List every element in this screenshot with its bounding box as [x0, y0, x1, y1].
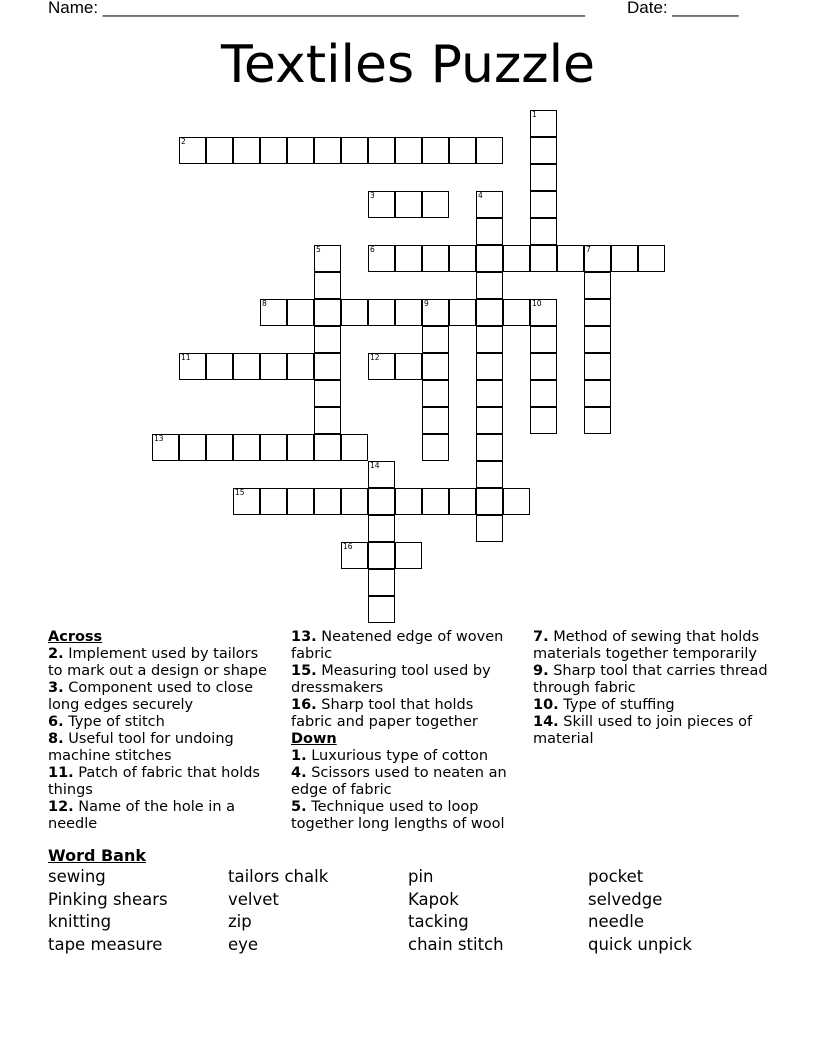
clue-number: 8 — [262, 299, 267, 308]
grid-cell[interactable] — [395, 137, 422, 164]
grid-cell[interactable] — [314, 326, 341, 353]
grid-cell[interactable] — [368, 299, 395, 326]
word-bank-item: knitting — [48, 912, 112, 932]
grid-cell[interactable] — [206, 434, 233, 461]
grid-cell[interactable] — [368, 353, 395, 380]
word-bank-item: velvet — [228, 889, 279, 909]
clue-number: 12 — [370, 353, 380, 362]
clue-down-14: 14. Skill used to join pieces of material — [533, 714, 753, 748]
grid-cell[interactable] — [530, 245, 557, 272]
grid-cell[interactable] — [314, 488, 341, 515]
grid-cell[interactable] — [287, 299, 314, 326]
grid-cell[interactable] — [179, 137, 206, 164]
grid-cell[interactable] — [341, 434, 368, 461]
grid-cell[interactable] — [530, 299, 557, 326]
grid-cell[interactable] — [422, 137, 449, 164]
grid-cell[interactable] — [449, 299, 476, 326]
grid-cell[interactable] — [314, 434, 341, 461]
clue-number: 7 — [586, 245, 591, 254]
grid-cell[interactable] — [341, 137, 368, 164]
grid-cell[interactable] — [314, 380, 341, 407]
word-bank-item: quick unpick — [588, 934, 692, 954]
grid-cell[interactable] — [476, 515, 503, 542]
grid-cell[interactable] — [503, 245, 530, 272]
grid-cell[interactable] — [260, 488, 287, 515]
grid-cell[interactable] — [260, 434, 287, 461]
clue-across-12: 12. Name of the hole in a needle — [48, 799, 236, 833]
grid-cell[interactable] — [584, 245, 611, 272]
word-bank-item: Kapok — [408, 889, 459, 909]
grid-cell[interactable] — [476, 191, 503, 218]
clue-number: 14 — [370, 461, 380, 470]
clue-number: 3 — [370, 191, 375, 200]
clue-down-10: 10. Type of stuffing — [533, 697, 675, 714]
grid-cell[interactable] — [449, 488, 476, 515]
grid-cell[interactable] — [368, 515, 395, 542]
grid-cell[interactable] — [368, 596, 395, 623]
grid-cell[interactable] — [179, 353, 206, 380]
grid-cell[interactable] — [449, 137, 476, 164]
grid-cell[interactable] — [287, 353, 314, 380]
grid-cell[interactable] — [503, 299, 530, 326]
grid-cell[interactable] — [476, 299, 503, 326]
grid-cell[interactable] — [422, 299, 449, 326]
grid-cell[interactable] — [530, 110, 557, 137]
grid-cell[interactable] — [584, 272, 611, 299]
grid-cell[interactable] — [422, 191, 449, 218]
grid-cell[interactable] — [368, 569, 395, 596]
grid-cell[interactable] — [584, 353, 611, 380]
grid-cell[interactable] — [368, 191, 395, 218]
grid-cell[interactable] — [476, 137, 503, 164]
word-bank-item: tape measure — [48, 934, 163, 954]
grid-cell[interactable] — [395, 191, 422, 218]
grid-cell[interactable] — [314, 272, 341, 299]
grid-cell[interactable] — [476, 218, 503, 245]
grid-cell[interactable] — [422, 407, 449, 434]
grid-cell[interactable] — [476, 407, 503, 434]
grid-cell[interactable] — [503, 488, 530, 515]
grid-cell[interactable] — [530, 191, 557, 218]
grid-cell[interactable] — [422, 245, 449, 272]
clue-across-3: 3. Component used to close long edges securely — [48, 679, 254, 713]
grid-cell[interactable] — [584, 407, 611, 434]
puzzle-title: Textiles Puzzle — [220, 35, 596, 95]
grid-cell[interactable] — [341, 299, 368, 326]
clue-number: 6 — [370, 245, 375, 254]
grid-cell[interactable] — [476, 272, 503, 299]
clue-number: 11 — [181, 353, 191, 362]
grid-cell[interactable] — [395, 245, 422, 272]
grid-cell[interactable] — [530, 218, 557, 245]
grid-cell[interactable] — [449, 245, 476, 272]
grid-cell[interactable] — [287, 434, 314, 461]
grid-cell[interactable] — [422, 380, 449, 407]
clues-column-2 — [291, 629, 519, 834]
grid-cell[interactable] — [422, 434, 449, 461]
clue-down-9: 9. Sharp tool that carries thread through fabric — [533, 663, 768, 696]
grid-cell[interactable] — [557, 245, 584, 272]
grid-cell[interactable] — [206, 353, 233, 380]
grid-cell[interactable] — [476, 380, 503, 407]
grid-cell[interactable] — [314, 299, 341, 326]
word-bank-item: selvedge — [588, 889, 663, 909]
grid-cell[interactable] — [584, 380, 611, 407]
grid-cell[interactable] — [395, 488, 422, 515]
word-bank-item: sewing — [48, 867, 106, 886]
grid-cell[interactable] — [530, 164, 557, 191]
grid-cell[interactable] — [530, 137, 557, 164]
grid-cell[interactable] — [422, 488, 449, 515]
clue-number: 16 — [343, 542, 353, 551]
grid-cell[interactable] — [422, 353, 449, 380]
word-bank-item: zip — [228, 912, 252, 932]
word-bank-item: chain stitch — [408, 934, 504, 954]
clue-across-11: 11. Patch of fabric that holds things — [48, 765, 260, 799]
grid-cell[interactable] — [368, 461, 395, 488]
grid-cell[interactable] — [314, 407, 341, 434]
grid-cell[interactable] — [476, 353, 503, 380]
grid-cell[interactable] — [584, 326, 611, 353]
word-bank-item: Pinking shears — [48, 889, 168, 909]
word-bank-item: needle — [588, 912, 644, 932]
grid-cell[interactable] — [260, 137, 287, 164]
grid-cell[interactable] — [233, 434, 260, 461]
grid-cell[interactable] — [368, 245, 395, 272]
clue-number: 9 — [424, 299, 429, 308]
grid-cell[interactable] — [314, 353, 341, 380]
grid-cell[interactable] — [476, 434, 503, 461]
word-bank-item: pin — [408, 867, 434, 886]
clue-across-13: 13. Neatened edge of woven fabric — [291, 629, 504, 662]
clue-across-6: 6. Type of stitch — [48, 713, 165, 730]
grid-cell[interactable] — [476, 326, 503, 353]
word-bank-item: tailors chalk — [228, 867, 329, 886]
down-heading: Down — [291, 731, 337, 748]
clue-number: 13 — [154, 434, 164, 443]
grid-cell[interactable] — [233, 353, 260, 380]
clues-column-1 — [48, 629, 276, 834]
grid-cell[interactable] — [206, 137, 233, 164]
date-field-label: Date: _______ — [627, 0, 739, 17]
grid-cell[interactable] — [233, 137, 260, 164]
grid-cell[interactable] — [341, 542, 368, 569]
grid-cell[interactable] — [287, 488, 314, 515]
grid-cell[interactable] — [395, 542, 422, 569]
grid-cell[interactable] — [260, 299, 287, 326]
word-bank-heading: Word Bank — [48, 846, 147, 865]
grid-cell[interactable] — [395, 353, 422, 380]
clue-across-2: 2. Implement used by tailors to mark out a design or shape — [48, 645, 267, 679]
clue-number: 1 — [532, 110, 537, 119]
grid-cell[interactable] — [260, 353, 287, 380]
grid-cell[interactable] — [368, 488, 395, 515]
grid-cell[interactable] — [179, 434, 206, 461]
grid-cell[interactable] — [476, 488, 503, 515]
grid-cell[interactable] — [584, 299, 611, 326]
grid-cell[interactable] — [530, 380, 557, 407]
clue-across-15: 15. Measuring tool used by dressmakers — [291, 663, 491, 696]
grid-cell[interactable] — [287, 137, 314, 164]
grid-cell[interactable] — [314, 137, 341, 164]
grid-cell[interactable] — [476, 461, 503, 488]
grid-cell[interactable] — [530, 353, 557, 380]
clue-down-1: 1. Luxurious type of cotton — [291, 748, 489, 765]
word-bank-item: eye — [228, 934, 259, 954]
clue-down-7: 7. Method of sewing that holds materials together temporarily — [533, 629, 760, 662]
clue-down-4: 4. Scissors used to neaten an edge of fabric — [291, 765, 507, 799]
clue-number: 4 — [478, 191, 483, 200]
across-heading: Across — [48, 629, 103, 645]
grid-cell[interactable] — [638, 245, 665, 272]
word-bank-item: pocket — [588, 867, 644, 886]
clue-across-8: 8. Useful tool for undoing machine stitches — [48, 731, 234, 765]
clues-column-3 — [533, 629, 768, 749]
clue-number: 2 — [181, 137, 186, 146]
grid-cell[interactable] — [476, 245, 503, 272]
grid-cell[interactable] — [422, 326, 449, 353]
grid-cell[interactable] — [530, 326, 557, 353]
grid-cell[interactable] — [368, 137, 395, 164]
grid-cell[interactable] — [341, 488, 368, 515]
clue-across-16: 16. Sharp tool that holds fabric and paper together — [291, 697, 478, 730]
grid-cell[interactable] — [152, 434, 179, 461]
word-bank-item: tacking — [408, 912, 469, 932]
clue-number: 10 — [532, 299, 542, 308]
grid-cell[interactable] — [611, 245, 638, 272]
grid-cell[interactable] — [368, 542, 395, 569]
grid-cell[interactable] — [314, 245, 341, 272]
name-field-label: Name: ___________________________________________________ — [48, 0, 585, 17]
clue-number: 5 — [316, 245, 321, 254]
clue-number: 15 — [235, 488, 245, 497]
grid-cell[interactable] — [233, 488, 260, 515]
clue-down-5: 5. Technique used to loop together long lengths of wool — [291, 799, 505, 833]
grid-cell[interactable] — [395, 299, 422, 326]
grid-cell[interactable] — [530, 407, 557, 434]
